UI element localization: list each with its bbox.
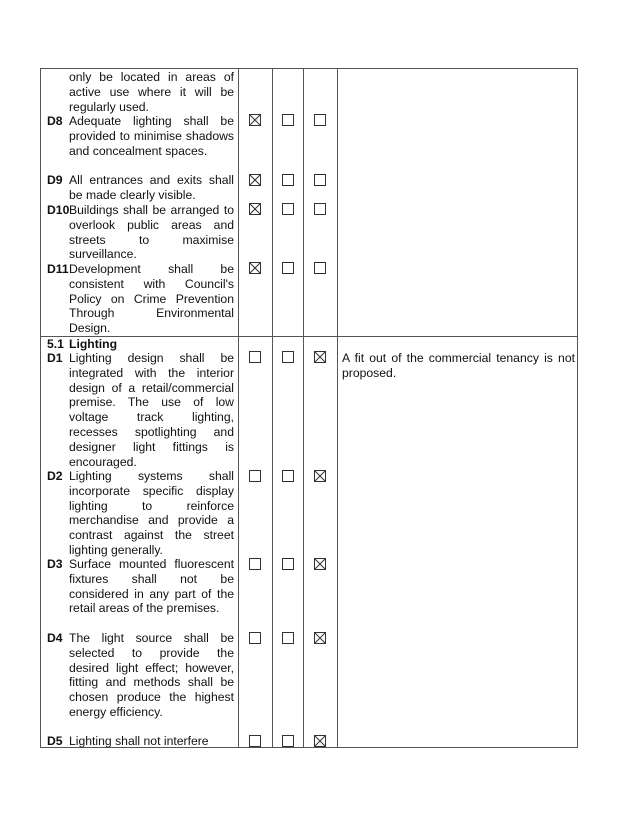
item-code-d4: D4	[47, 631, 63, 645]
checkbox-d10-no[interactable]	[282, 203, 294, 215]
checkbox-d11-na[interactable]	[314, 262, 326, 274]
column-divider	[238, 69, 239, 747]
item-code-d11: D11	[47, 262, 69, 276]
item-text-d3: Surface mounted fluorescent fixtures shall not be considered in any part of the retail areas of the premises.	[69, 557, 234, 616]
checkbox-d9-yes[interactable]	[249, 174, 261, 186]
checkbox-d3-na[interactable]	[314, 558, 326, 570]
checkbox-d2-na[interactable]	[314, 470, 326, 482]
checkbox-d2-yes[interactable]	[249, 470, 261, 482]
checkbox-d11-no[interactable]	[282, 262, 294, 274]
item-code-d10: D10	[47, 203, 70, 217]
checkbox-d1-na[interactable]	[314, 351, 326, 363]
checkbox-d11-yes[interactable]	[249, 262, 261, 274]
checkbox-d8-no[interactable]	[282, 114, 294, 126]
column-divider	[303, 69, 304, 747]
checkbox-d9-na[interactable]	[314, 174, 326, 186]
item-text-d1: Lighting design shall be integrated with the interior design of a retail/commercial premise. The use of low voltage track lighting, recesses spotlighting and designer light fittings is encouraged.	[69, 351, 234, 469]
checkbox-d2-no[interactable]	[282, 470, 294, 482]
item-text-d9: All entrances and exits shall be made clearly visible.	[69, 173, 234, 202]
item-text-d5: Lighting shall not interfere	[69, 734, 209, 748]
continuation-text: only be located in areas of active use where it will be regularly used.	[69, 70, 234, 114]
item-text-d10: Buildings shall be arranged to overlook public areas and streets to maximise surveillance.	[69, 203, 234, 262]
item-text-d11: Development shall be consistent with Council's Policy on Crime Prevention Through Environmental Design.	[69, 262, 234, 336]
checkbox-d9-no[interactable]	[282, 174, 294, 186]
checkbox-d4-no[interactable]	[282, 632, 294, 644]
checkbox-d1-no[interactable]	[282, 351, 294, 363]
item-code-d2: D2	[47, 469, 63, 483]
section-title: Lighting	[69, 337, 118, 351]
checkbox-d10-na[interactable]	[314, 203, 326, 215]
item-text-d4: The light source shall be selected to provide the desired light effect; however, fitting and methods shall be chosen produce the highest energy efficiency.	[69, 631, 234, 719]
checkbox-d8-na[interactable]	[314, 114, 326, 126]
checkbox-d1-yes[interactable]	[249, 351, 261, 363]
section-number: 5.1	[47, 337, 64, 351]
item-text-d2: Lighting systems shall incorporate specific display lighting to reinforce merchandise and provide a contrast against the street lighting generally.	[69, 469, 234, 557]
item-code-d3: D3	[47, 557, 63, 571]
item-text-d8: Adequate lighting shall be provided to minimise shadows and concealment spaces.	[69, 114, 234, 158]
checkbox-d4-yes[interactable]	[249, 632, 261, 644]
item-code-d8: D8	[47, 114, 63, 128]
checkbox-d5-na[interactable]	[314, 735, 326, 747]
checkbox-d3-no[interactable]	[282, 558, 294, 570]
column-divider	[337, 69, 338, 747]
item-code-d9: D9	[47, 173, 63, 187]
compliance-table	[40, 68, 578, 748]
row-divider	[41, 336, 577, 337]
checkbox-d4-na[interactable]	[314, 632, 326, 644]
item-code-d1: D1	[47, 351, 63, 365]
section-comment: A fit out of the commercial tenancy is not proposed.	[342, 351, 575, 380]
item-code-d5: D5	[47, 734, 63, 748]
column-divider	[272, 69, 273, 747]
checkbox-d10-yes[interactable]	[249, 203, 261, 215]
checkbox-d5-no[interactable]	[282, 735, 294, 747]
checkbox-d8-yes[interactable]	[249, 114, 261, 126]
checkbox-d3-yes[interactable]	[249, 558, 261, 570]
checkbox-d5-yes[interactable]	[249, 735, 261, 747]
